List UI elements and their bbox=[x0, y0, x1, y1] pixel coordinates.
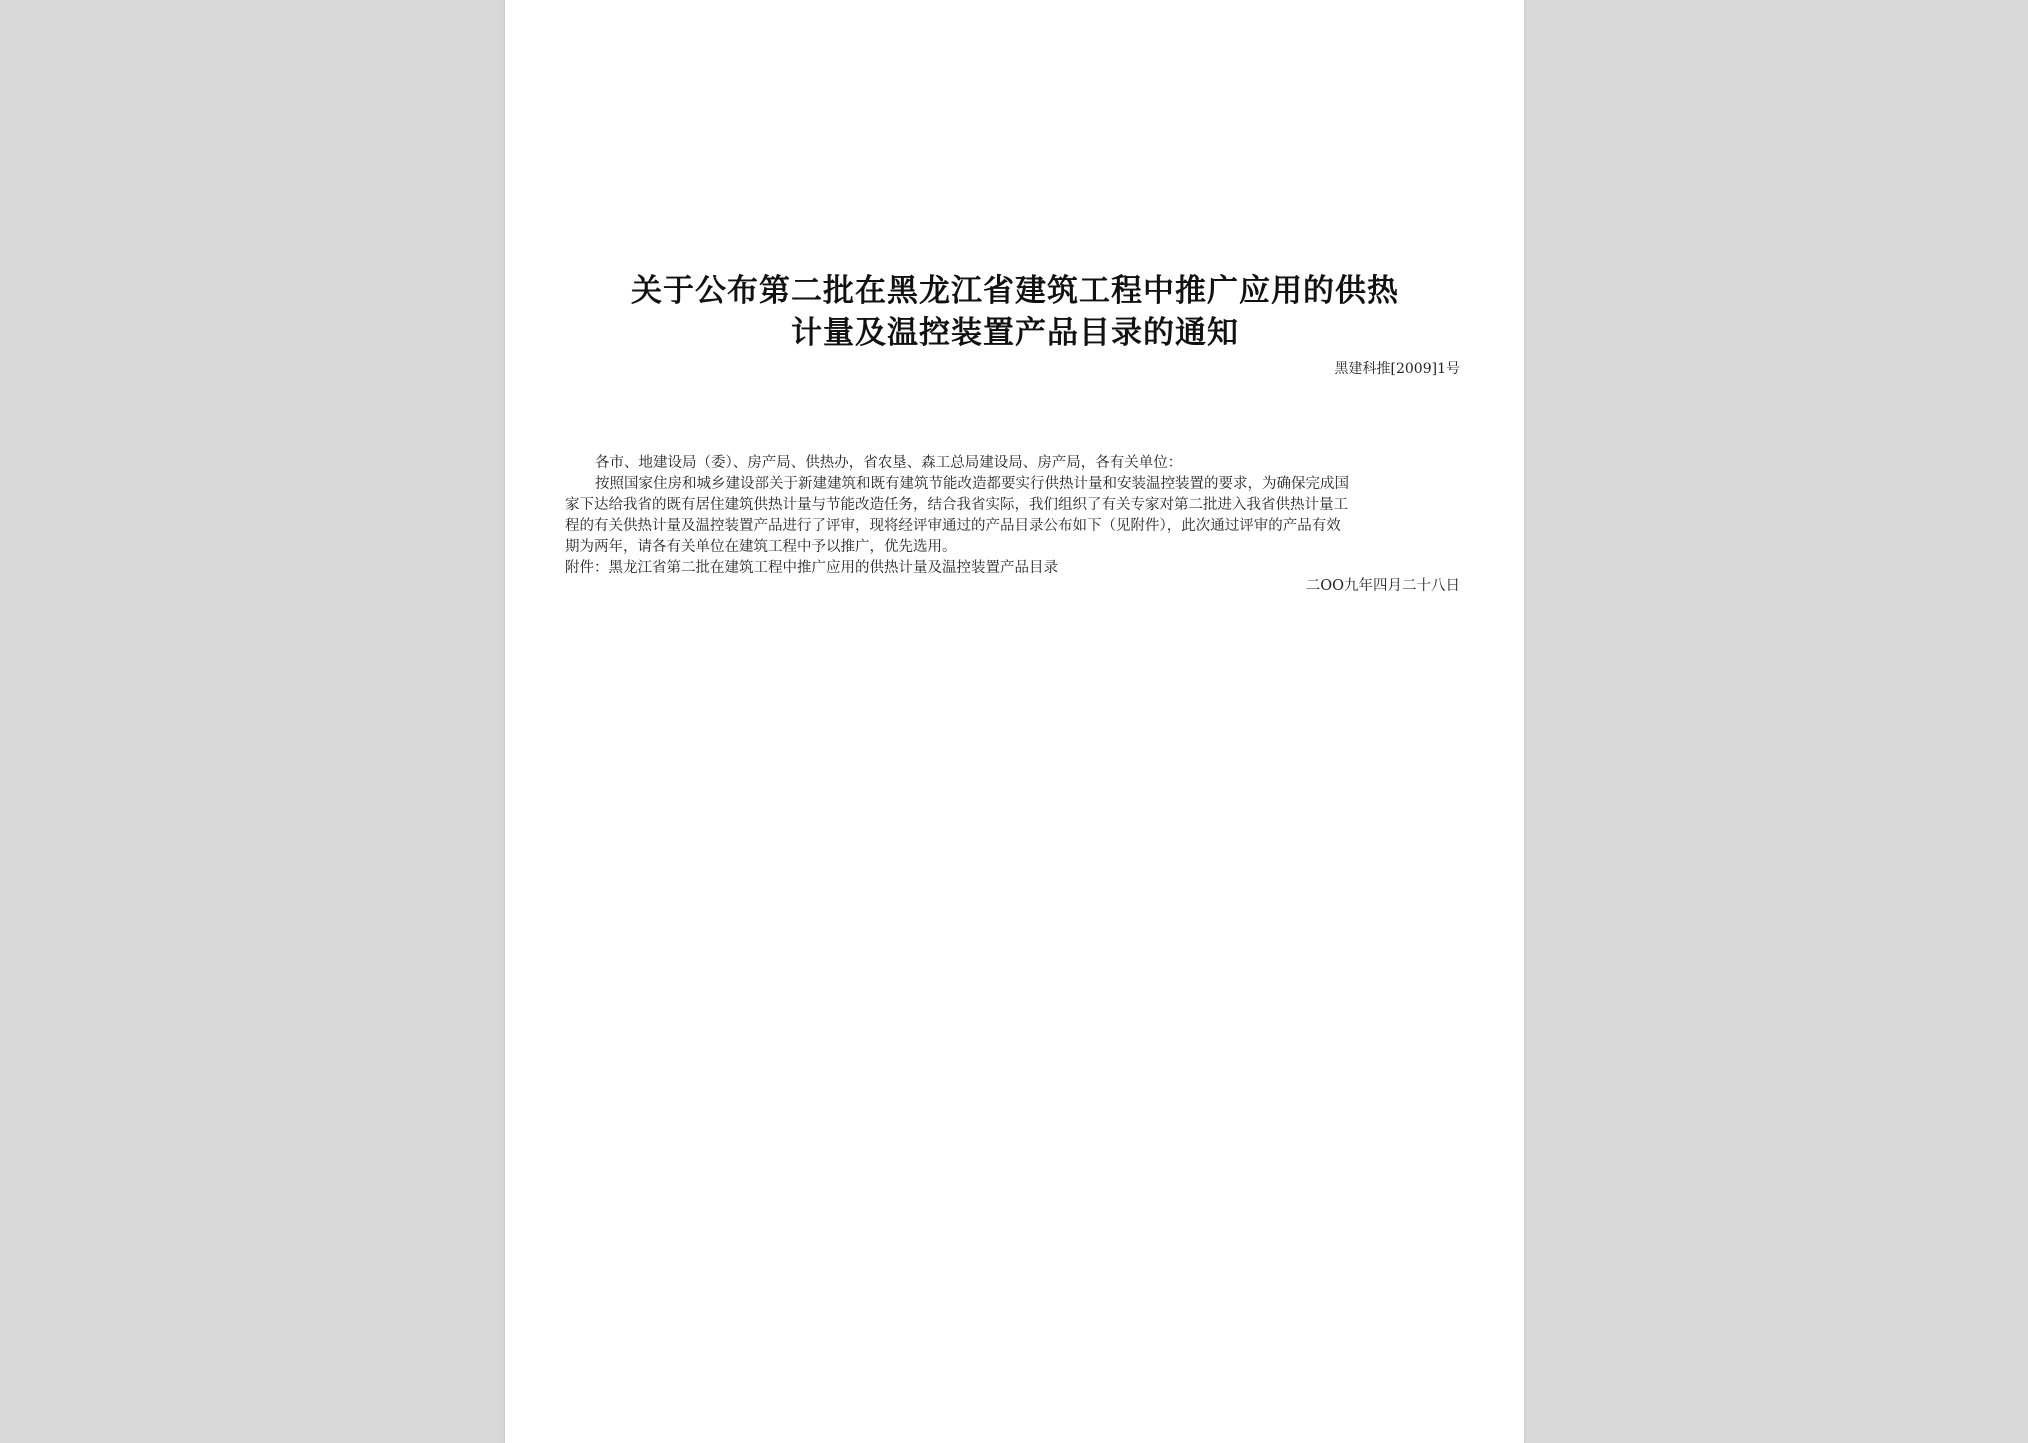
body-line-3: 程的有关供热计量及温控装置产品进行了评审，现将经评审通过的产品目录公布如下（见附件），此次通过评审的产品有效 bbox=[565, 518, 1341, 534]
body-line-4: 期为两年，请各有关单位在建筑工程中予以推广，优先选用。 bbox=[565, 539, 957, 555]
document-number: 黑建科推[2009]1号 bbox=[1334, 361, 1460, 377]
document-date: 二OO九年四月二十八日 bbox=[1305, 578, 1460, 594]
document-title bbox=[565, 270, 1465, 354]
title-line-2: 计量及温控装置产品目录的通知 bbox=[791, 315, 1239, 351]
title-line-1: 关于公布第二批在黑龙江省建筑工程中推广应用的供热 bbox=[631, 273, 1399, 309]
document-body bbox=[565, 453, 1465, 579]
attachment-line: 附件：黑龙江省第二批在建筑工程中推广应用的供热计量及温控装置产品目录 bbox=[565, 560, 1058, 576]
body-line-2: 家下达给我省的既有居住建筑供热计量与节能改造任务，结合我省实际，我们组织了有关专家对第二批进入我省供热计量工 bbox=[565, 497, 1348, 513]
document-page bbox=[505, 0, 1524, 1443]
body-line-1: 按照国家住房和城乡建设部关于新建建筑和既有建筑节能改造都要实行供热计量和安装温控装置的要求，为确保完成国 bbox=[595, 476, 1349, 492]
salutation: 各市、地建设局（委）、房产局、供热办，省农垦、森工总局建设局、房产局，各有关单位： bbox=[595, 455, 1183, 471]
